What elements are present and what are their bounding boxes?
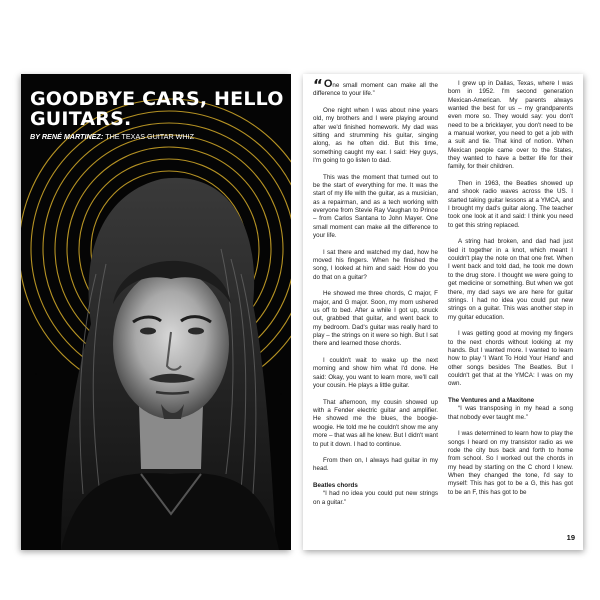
paragraph: One night when I was about nine years old, my brothers and I were playing around after we'd finished homework. My dad was sitting and strumming his guitar, singing along, as he often did. But this time, something caught my ear. I said: Hey guys, I'm going to go listen to dad. (313, 106, 438, 165)
pull-quote-text: ne small moment can make all the difference to your life.” (313, 82, 438, 98)
column-2 (448, 80, 573, 540)
left-page (21, 74, 291, 550)
portrait-photo (21, 74, 291, 550)
pull-quote (313, 76, 438, 99)
paragraph: This was the moment that turned out to be the start of everything for me. It was the start of my life with the guitar, as a musician, as a repairman, and as a tech working with everyone from Stevie Ray Vaughan to Prince – from Carlos Santana to John Mayer. One small moment can make all the difference to your life. (313, 173, 438, 240)
byline (30, 132, 285, 141)
article-columns (313, 76, 573, 540)
paragraph: I was getting good at moving my fingers to the next chords without looking at my hands. But I wanted more. I wanted to learn how to play 'I Want To Hold Your Hand' and other songs besides The Beatles. But I couldn't get that at the YMCA: I was on my own. (448, 330, 573, 388)
paragraph: That afternoon, my cousin showed up with a Fender electric guitar and amplifier. He showed me the blues, the boogie-woogie. He told me he couldn't show me any more – that was all he knew. But I didn't want to put it down. I had to continue. (313, 398, 438, 448)
paragraph: From then on, I always had guitar in my head. (313, 457, 438, 473)
page-number: 19 (566, 533, 575, 542)
column-1 (313, 76, 438, 540)
section-heading: Beatles chords (313, 482, 358, 490)
paragraph: He showed me three chords, C major, F major, and G major. Soon, my mom ushered us off to bed. After a while I got up, snuck out, grabbed that guitar, and went back to my bedroom. Dad's guitar was really hard to play – the strings on it were so high. But I sat there and learned those chords. (313, 290, 438, 348)
paragraph: I couldn't wait to wake up the next morning and show him what I'd done. He said: Okay, you want to learn more, we'll call your cousin. He plays a little guitar. (313, 357, 438, 390)
gutter (291, 74, 303, 550)
quote-mark: “ (313, 76, 323, 94)
drop-letter: O (323, 78, 333, 90)
photo-graphic (21, 74, 291, 550)
paragraph: I sat there and watched my dad, how he moved his fingers. When he finished the song, I looked at him and said: How do you do that on a guitar? (313, 248, 438, 281)
right-page (303, 74, 583, 550)
paragraph: “I was transposing in my head a song that nobody ever taught me.” (448, 405, 573, 421)
paragraph: I grew up in Dallas, Texas, where I was born in 1952. I'm second generation Mexican-American. My parents always wanted the best for us – my grandparents even more so. They would say: you don't need to be a bricklayer, you don't need to be a manual worker, you need to get a job with a suit and tie. That kind of notion. When Mexican people came over to the States, they wanted to have a better life for their family, for their children. (448, 80, 573, 171)
byline-role: THE TEXAS GUITAR WHIZ (105, 132, 195, 141)
paragraph: A string had broken, and dad had just tied it together in a knot, which meant I couldn't play the note on that one fret. When I went back and told dad, he took me down to the drug store. I thought we were going to get medicine or something. But when we got there, my dad says we are here for guitar strings. I had no idea you could put new strings on a guitar. This was another step in my guitar education. (448, 238, 573, 321)
byline-author: BY RENÉ MARTINEZ: (30, 132, 104, 141)
paragraph: I was determined to learn how to play the songs I heard on my transistor radio as we rode the city bus back and forth to home from school. So I worked out the chords in my head by starting on the C chord I knew. When they changed the tone, I'd say to myself: This has got to be a G, this has got to be an F, this has got to be (448, 430, 573, 496)
section-heading: The Ventures and a Maxitone (448, 396, 535, 404)
headline: GOODBYE CARS, HELLO GUITARS. (30, 88, 284, 130)
paragraph: “I had no idea you could put new strings on a guitar.” (313, 490, 438, 506)
paragraph: Then in 1963, the Beatles showed up and shook radio waves across the US. I started taking guitar lessons at a YMCA, and I brought my dad's guitar along. The teacher took one look at it and said: I think you need to get this string replaced. (448, 180, 573, 229)
